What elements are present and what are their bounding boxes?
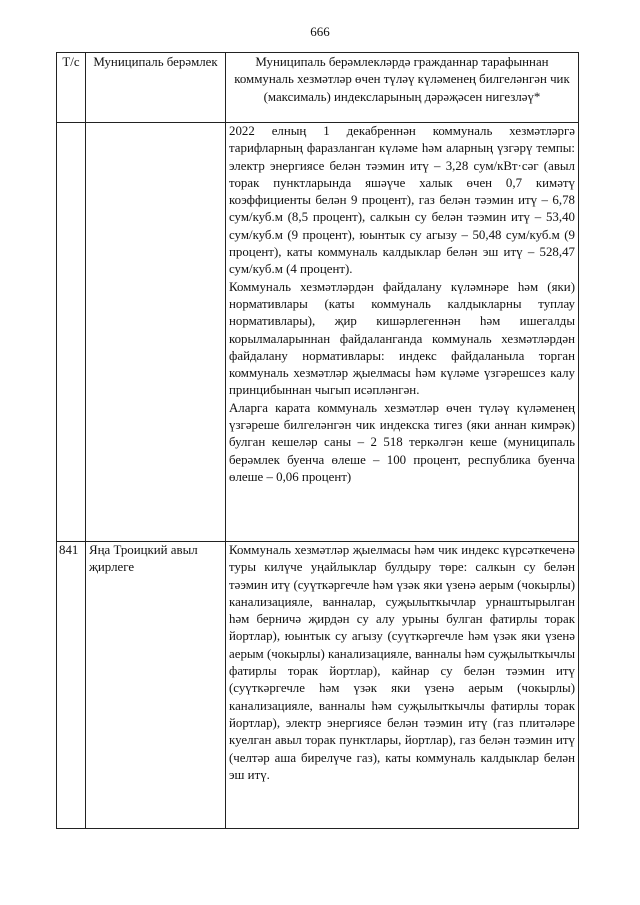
header-justification: Муниципаль берәмлекләрдә гражданнар тарафыннан коммуналь хезмәтләр өчен түләү күләменең билгеләнгән чик (максималь) индексларының дәрәҗәсен нигезләү* [226, 53, 579, 123]
header-number: Т/с [57, 53, 86, 123]
table-row [57, 542, 579, 829]
row-justification [226, 123, 579, 542]
table-row [57, 123, 579, 542]
row-number: 841 [57, 542, 86, 829]
table-header-row [57, 53, 579, 123]
services-paragraph: Коммуналь хезмәтләр җыелмасы һәм чик индекс күрсәткеченә туры килүче уңайлыклар булдыру төре: салкын су белән тәэмин итү (суүткәргечле һәм үзәк яки үзенә аерым (чокырлы) канализацияле, ванналар, суҗылыткычлар урнаштырылган һәм берничә җирдән су алу урыны булган фатирлы торак йортлар), юынтык су агызу (суүткәргечле һәм үзәк яки үзенә аерым (чокырлы) канализацияле, ванналы һәм суҗылыткычлы фатирлы торак йортлар), кайнар су белән тәэмин итү (суүткәргечле һәм үзәк яки үзенә аерым (чокырлы) канализацияле, ванналы һәм суҗылыткычлы фатирлы торак йортлар), электр энергиясе белән тәэмин итү (газ плитәләре куелган авыл торак пунктлары, йортлар), газ белән тәэмин итү (челтәр аша бирелүче газ), каты коммуналь калдыклар белән эш итү. [229, 543, 575, 782]
row-municipality [86, 123, 226, 542]
row-number [57, 123, 86, 542]
header-municipality: Муниципаль берәмлек [86, 53, 226, 123]
persons-paragraph: Аларга карата коммуналь хезмәтләр өчен түләү күләменең үзгәреше билгеләнгән чик индекска тигез (яки аннан кимрәк) булган кешеләр саны – 2 518 теркәлгән кеше (муниципаль берәмлек буенча өлеше – 100 процент, республика буенча өлеше – 0,06 процент) [229, 400, 575, 484]
row-justification [226, 542, 579, 829]
row-municipality: Яңа Троицкий авыл җирлеге [86, 542, 226, 829]
norms-paragraph: Коммуналь хезмәтләрдән файдалану күләмнәре һәм (яки) нормативлары (каты коммуналь калдыкларны туплау нормативлары), җир кишәрлегеннән һәм ишегалды корылмаларыннан файдаланганда коммуналь хезмәтләрдән файдалану нормативлары: индекс файдаланыла торган коммуналь хезмәтләр җыелмасы һәм күләме үзгәрешсез калу принцибыннан чыгып исәпләнгән. [229, 279, 575, 398]
tariff-paragraph: 2022 елның 1 декабреннән коммуналь хезмәтләргә тарифларның фаразланган күләме һәм аларның үзгәрү темпы: электр энергиясе белән тәэмин итү – 3,28 сум/кВт·сәг (авыл торак пунктларында яшәүче халык өчен 0,7 кимәтү коэффициенты белән 9 процент), газ белән тәэмин итү – 6,78 сум/куб.м (8,5 процент), салкын су белән тәэмин итү – 53,40 сум/куб.м (9 процент), юынтык су агызу – 50,48 сум/куб.м (9 процент), каты коммуналь калдыклар белән эш итү – 528,47 сум/куб.м (4 процент). [229, 124, 575, 277]
page-number: 666 [310, 24, 330, 39]
indices-table [56, 52, 579, 829]
